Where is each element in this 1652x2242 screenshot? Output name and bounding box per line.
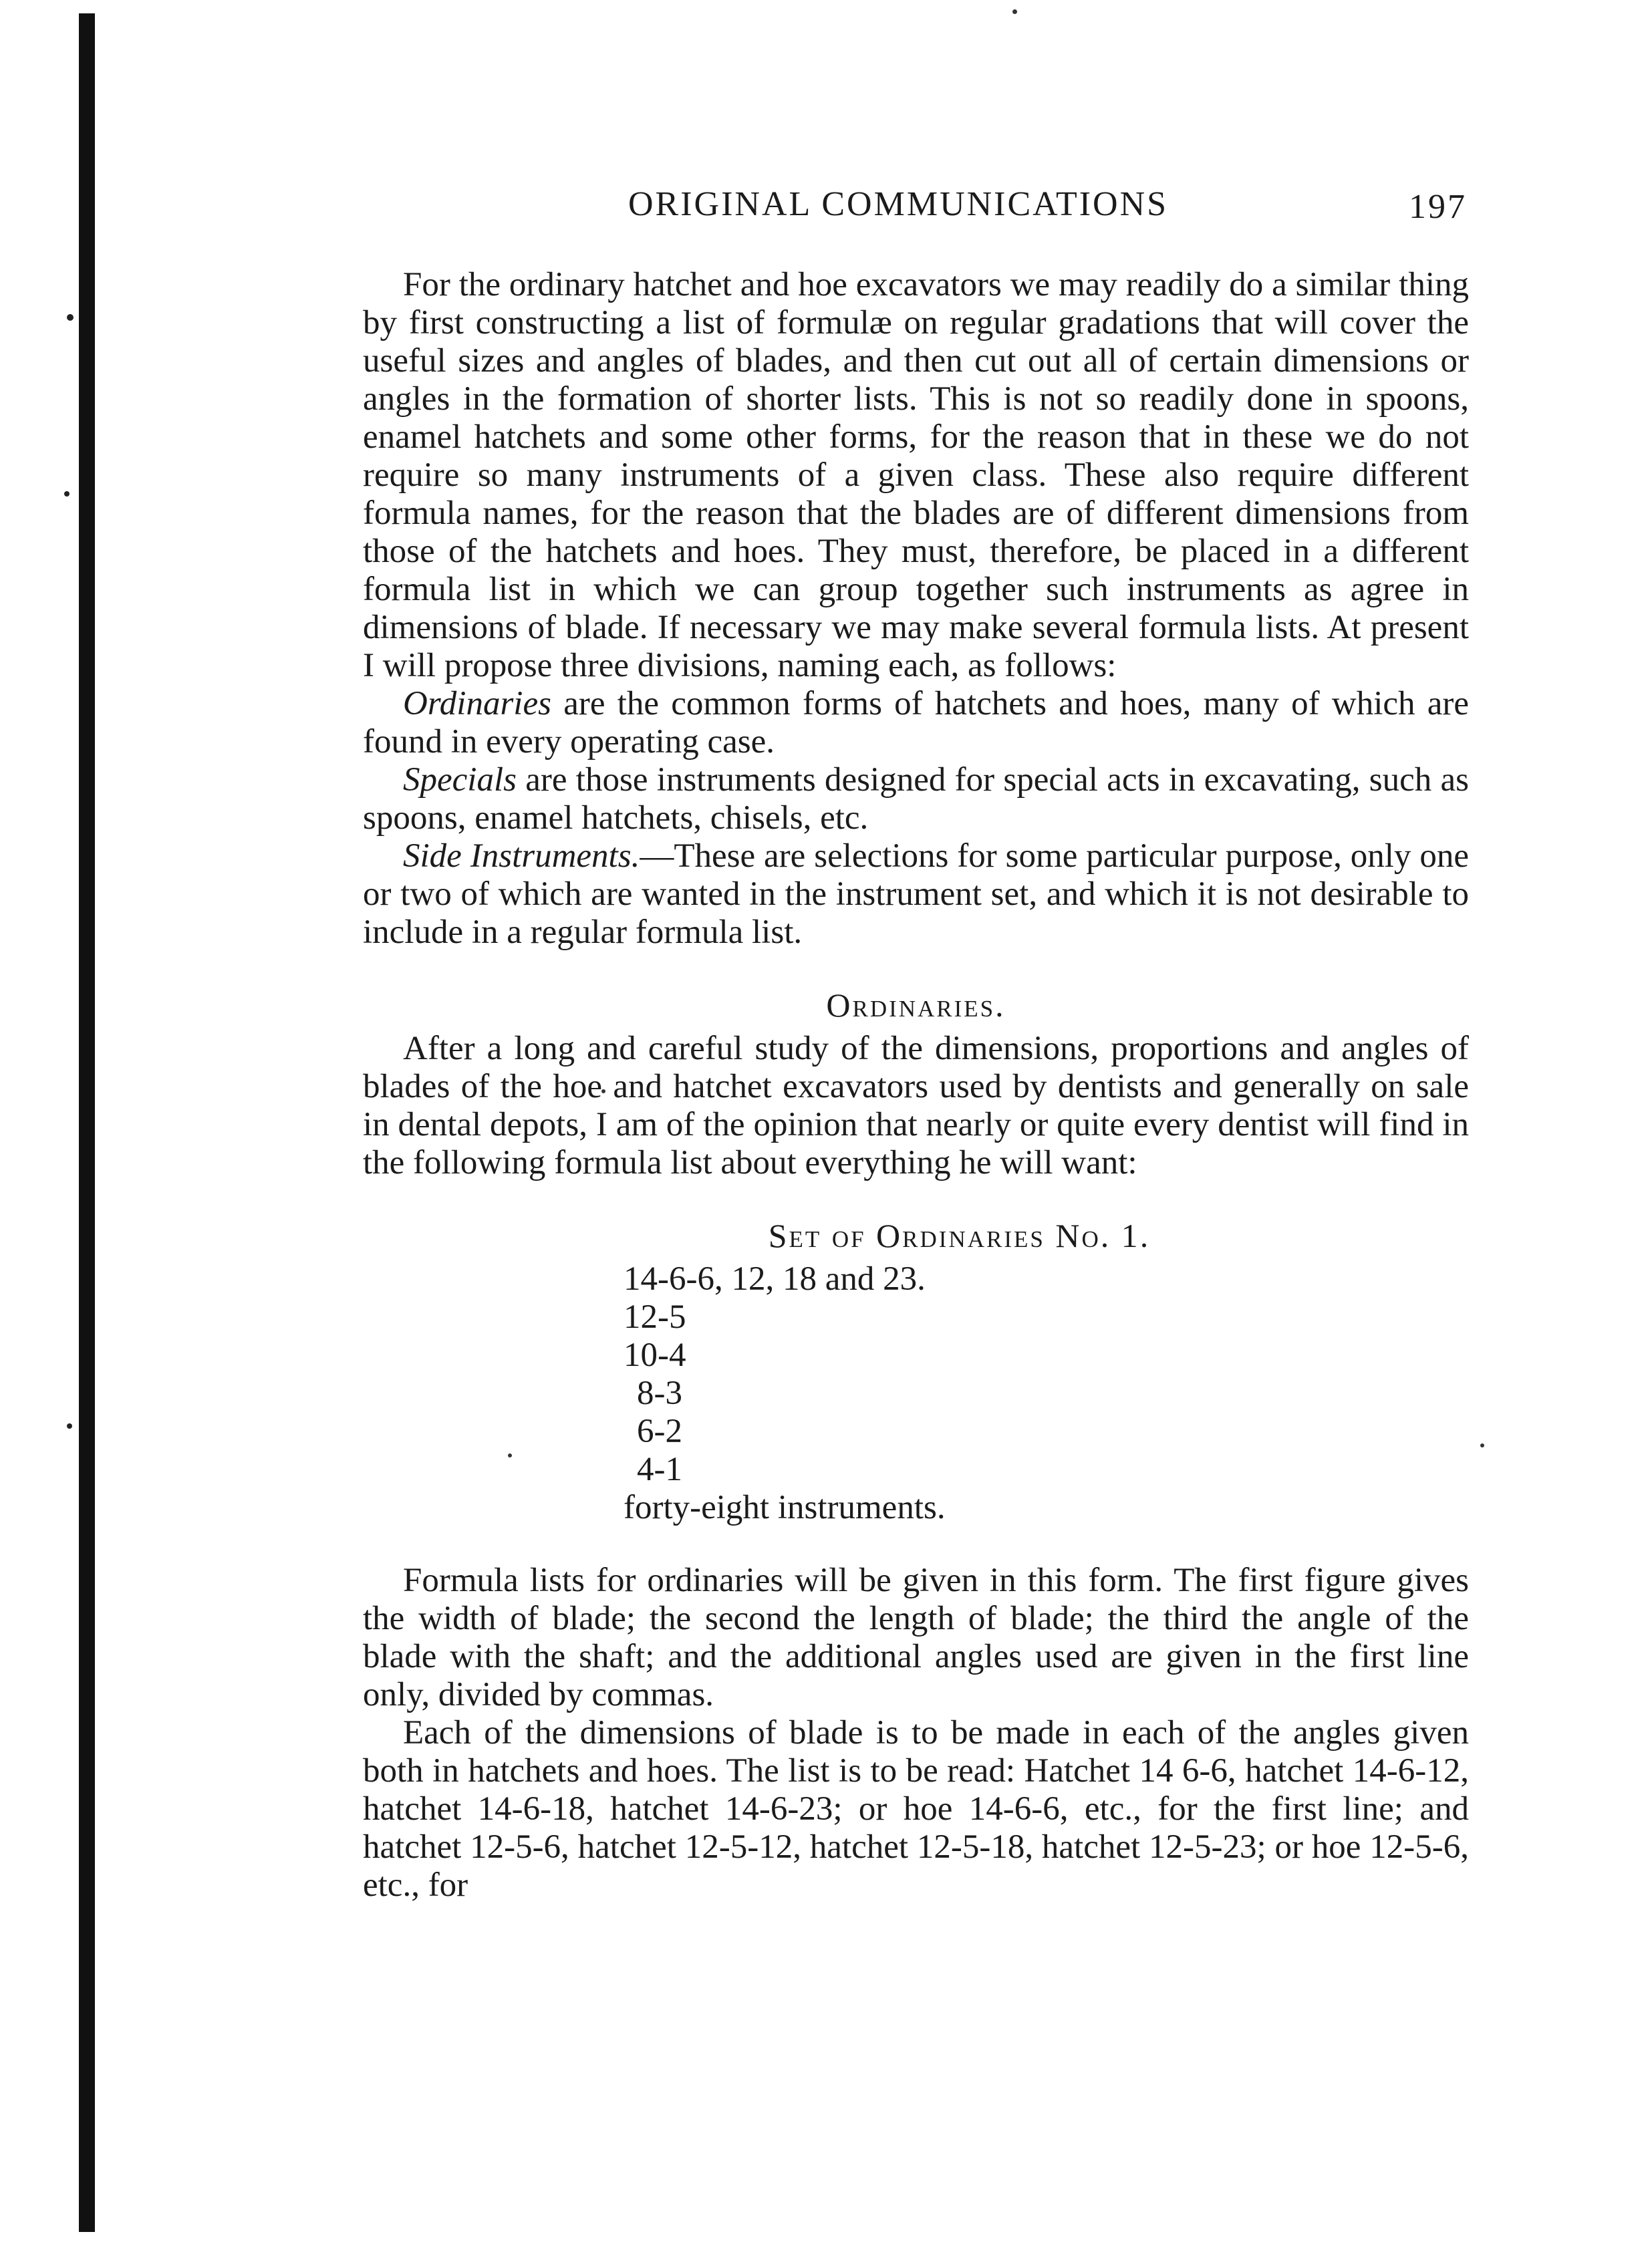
definition-ordinaries	[363, 685, 1469, 761]
definition-text: are those instruments designed for special acts in excavating, such as spoons, enamel hatchets, chisels, etc.	[363, 761, 1469, 837]
definition-text: —These are selections for some particular purpose, only one or two of which are wanted in the instrument set, and which it is not desirable to include in a regular formula list.	[363, 837, 1469, 951]
page-number: 197	[1409, 188, 1467, 226]
binding-speck	[64, 491, 70, 497]
formula-line: 4-1	[637, 1451, 682, 1488]
formula-list	[363, 1260, 1469, 1489]
section-heading: Ordinaries.	[826, 986, 1006, 1024]
formula-line: 6-2	[637, 1413, 682, 1450]
definition-term: Side Instruments.	[403, 837, 640, 875]
running-head: ORIGINAL COMMUNICATIONS	[628, 185, 1169, 223]
formula-line: 12-5	[624, 1298, 686, 1336]
set-heading: Set of Ordinaries No. 1.	[768, 1217, 1151, 1254]
page-binding-edge	[79, 13, 95, 2232]
section-paragraph: After a long and careful study of the dimensions, proportions and angles of blades of the hoe and hatchet excavators used by dentists and generally on sale in dental depots, I am of the opinion that nearly or quite every dentist will find in the following formula list about everything he will want:	[363, 1030, 1469, 1181]
binding-speck	[67, 314, 74, 321]
definition-text: are the common forms of hatchets and hoes, many of which are found in every operating case.	[363, 685, 1469, 760]
definition-term: Ordinaries	[403, 685, 551, 722]
formula-line: 10-4	[624, 1337, 686, 1374]
definition-side-instruments	[363, 837, 1469, 952]
closing-paragraph: Formula lists for ordinaries will be given in this form. The first figure gives the width of blade; the second the length of blade; the third the angle of the blade with the shaft; and the additional angles used are given in the first line only, divided by commas.	[363, 1562, 1469, 1713]
definition-specials	[363, 761, 1469, 837]
page-header	[361, 184, 1467, 231]
ink-speck	[1012, 9, 1017, 14]
formula-line: 8-3	[637, 1375, 682, 1412]
binding-speck	[67, 1423, 72, 1429]
definition-term: Specials	[403, 761, 517, 799]
formula-line: 14-6-6, 12, 18 and 23.	[624, 1260, 926, 1298]
closing-paragraph: Each of the dimensions of blade is to be made in each of the angles given both in hatchets and hoes. The list is to be read: Hatchet 14 6-6, hatchet 14-6-12, hatchet 14-6-18, hatchet 14-6-23; or hoe 14-6-6, etc., for the first line; and hatchet 12-5-6, hatchet 12-5-12, hatchet 12-5-18, hatchet 12-5-23; or hoe 12-5-6, etc., for	[363, 1714, 1469, 1904]
formula-summary: forty-eight instruments.	[624, 1489, 946, 1526]
page-body	[363, 266, 1469, 1905]
ink-speck	[1480, 1443, 1484, 1447]
intro-paragraph: For the ordinary hatchet and hoe excavators we may readily do a similar thing by first constructing a list of formulæ on regular gradations that will cover the useful sizes and angles of blades, and then cut out all of certain dimensions or angles in the formation of shorter lists. This is not so readily done in spoons, enamel hatchets and some other forms, for the reason that in these we do not require so many instruments of a given class. These also require different formula names, for the reason that the blades are of different dimensions from those of the hatchets and hoes. They must, therefore, be placed in a different formula list in which we can group together such instruments as agree in dimensions of blade. If necessary we may make several formula lists. At present I will propose three divisions, naming each, as follows:	[363, 266, 1469, 684]
